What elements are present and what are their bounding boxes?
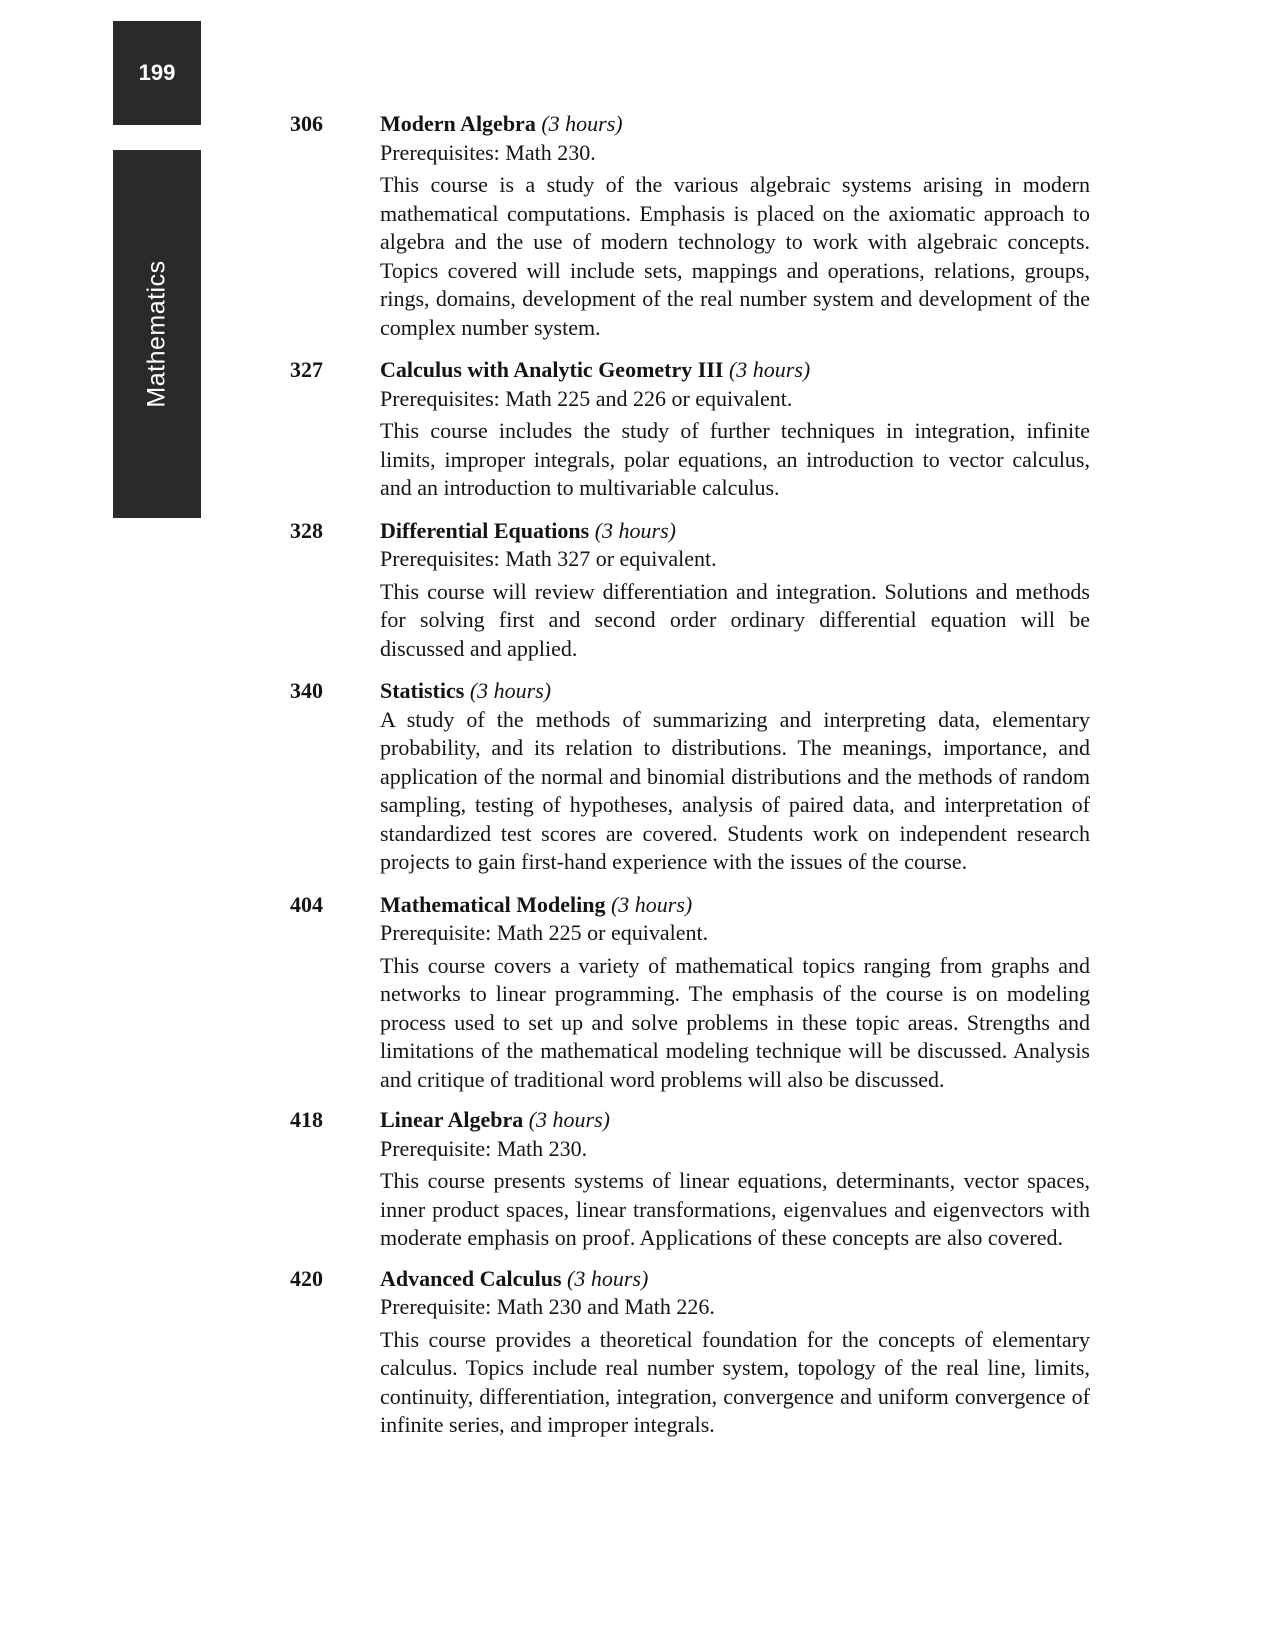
course-heading [380,110,1090,139]
course-description: This course provides a theoretical foundation for the concepts of elementary calculus. Topics include real number system, topology of the real line, limits, continuity, differentiation, integration, convergence and uniform convergence of infinite series, and improper integrals. [380,1326,1090,1437]
course-prerequisites: Prerequisite: Math 225 or equivalent. [380,920,709,945]
course-title: Advanced Calculus [380,1265,562,1291]
course-title: Modern Algebra [380,111,536,136]
course-entry [290,677,1090,877]
course-prerequisites: Prerequisites: Math 230. [380,139,596,165]
course-description: This course covers a variety of mathematical topics ranging from graphs and networks to linear programming. The emphasis of the course is on modeling process used to set up and solve problems in these topic areas. Strengths and limitations of the mathematical modeling technique will be discussed. Analysis and critique of traditional word problems will also be discussed. [380,952,1090,1092]
course-prerequisites: Prerequisites: Math 225 and 226 or equivalent. [380,385,793,411]
course-title: Linear Algebra [380,1107,524,1132]
course-number: 420 [290,1265,323,1291]
course-description: This course is a study of the various algebraic systems arising in modern mathematical computations. Emphasis is placed on the axiomatic approach to algebra and the use of modern technology to work with algebraic concepts. Topics covered will include sets, mappings and operations, relations, groups, rings, domains, development of the real number system and development of the complex number system. [380,172,1090,340]
course-number: 328 [290,517,323,543]
course-body [380,891,1090,1095]
course-number: 327 [290,357,323,382]
course-description: This course presents systems of linear equations, determinants, vector spaces, inner product spaces, linear transformations, eigenvalues and eigenvectors with moderate emphasis on proof. Applications of these concepts are also covered. [380,1168,1090,1250]
course-hours: (3 hours) [528,1107,610,1132]
section-tab [113,150,201,518]
course-body [380,1265,1090,1440]
page-number: 199 [138,60,176,85]
course-description: A study of the methods of summarizing and interpreting data, elementary probability, and its relation to distributions. The meanings, importance, and application of the normal and binomial distributions and the methods of random sampling, testing of hypotheses, analysis of paired data, and interpretation of standardized test scores are covered. Students work on independent research projects to gain first-hand experience with the issues of the course. [380,706,1090,874]
course-entry [290,1106,1090,1253]
course-hours: (3 hours) [469,678,552,703]
course-entry [290,356,1090,503]
course-heading [380,356,1090,385]
course-title: Statistics [380,678,465,703]
course-entry [290,1265,1090,1440]
course-prerequisites: Prerequisites: Math 327 or equivalent. [380,546,717,571]
course-heading [380,891,1090,920]
course-heading [380,1265,1090,1294]
course-entry [290,517,1090,664]
course-hours: (3 hours) [728,357,811,382]
course-number: 306 [290,111,323,136]
course-hours: (3 hours) [610,891,693,917]
course-description: This course includes the study of further techniques in integration, infinite limits, improper integrals, polar equations, an introduction to vector calculus, and an introduction to multivariable calculus. [380,418,1090,500]
course-title: Differential Equations [380,517,590,543]
course-title: Mathematical Modeling [380,891,606,917]
course-list [290,110,1090,1440]
course-prerequisites: Prerequisite: Math 230 and Math 226. [380,1294,715,1319]
course-prerequisites: Prerequisite: Math 230. [380,1135,588,1161]
section-label: Mathematics [142,260,171,408]
course-entry [290,891,1090,1095]
course-body [380,1106,1090,1253]
course-heading [380,1106,1090,1135]
course-heading [380,677,1090,706]
course-body [380,356,1090,503]
course-hours: (3 hours) [541,111,623,136]
page-number-tab [113,21,201,125]
course-body [380,110,1090,342]
course-entry [290,110,1090,342]
course-number: 404 [290,891,323,917]
course-title: Calculus with Analytic Geometry III [380,357,724,382]
course-heading [380,517,1090,546]
course-description: This course will review differentiation and integration. Solutions and methods for solving first and second order ordinary differential equation will be discussed and applied. [380,578,1090,661]
course-body [380,517,1090,664]
course-hours: (3 hours) [567,1265,649,1291]
course-number: 340 [290,678,323,703]
course-hours: (3 hours) [594,517,676,543]
course-number: 418 [290,1107,323,1132]
course-body [380,677,1090,877]
